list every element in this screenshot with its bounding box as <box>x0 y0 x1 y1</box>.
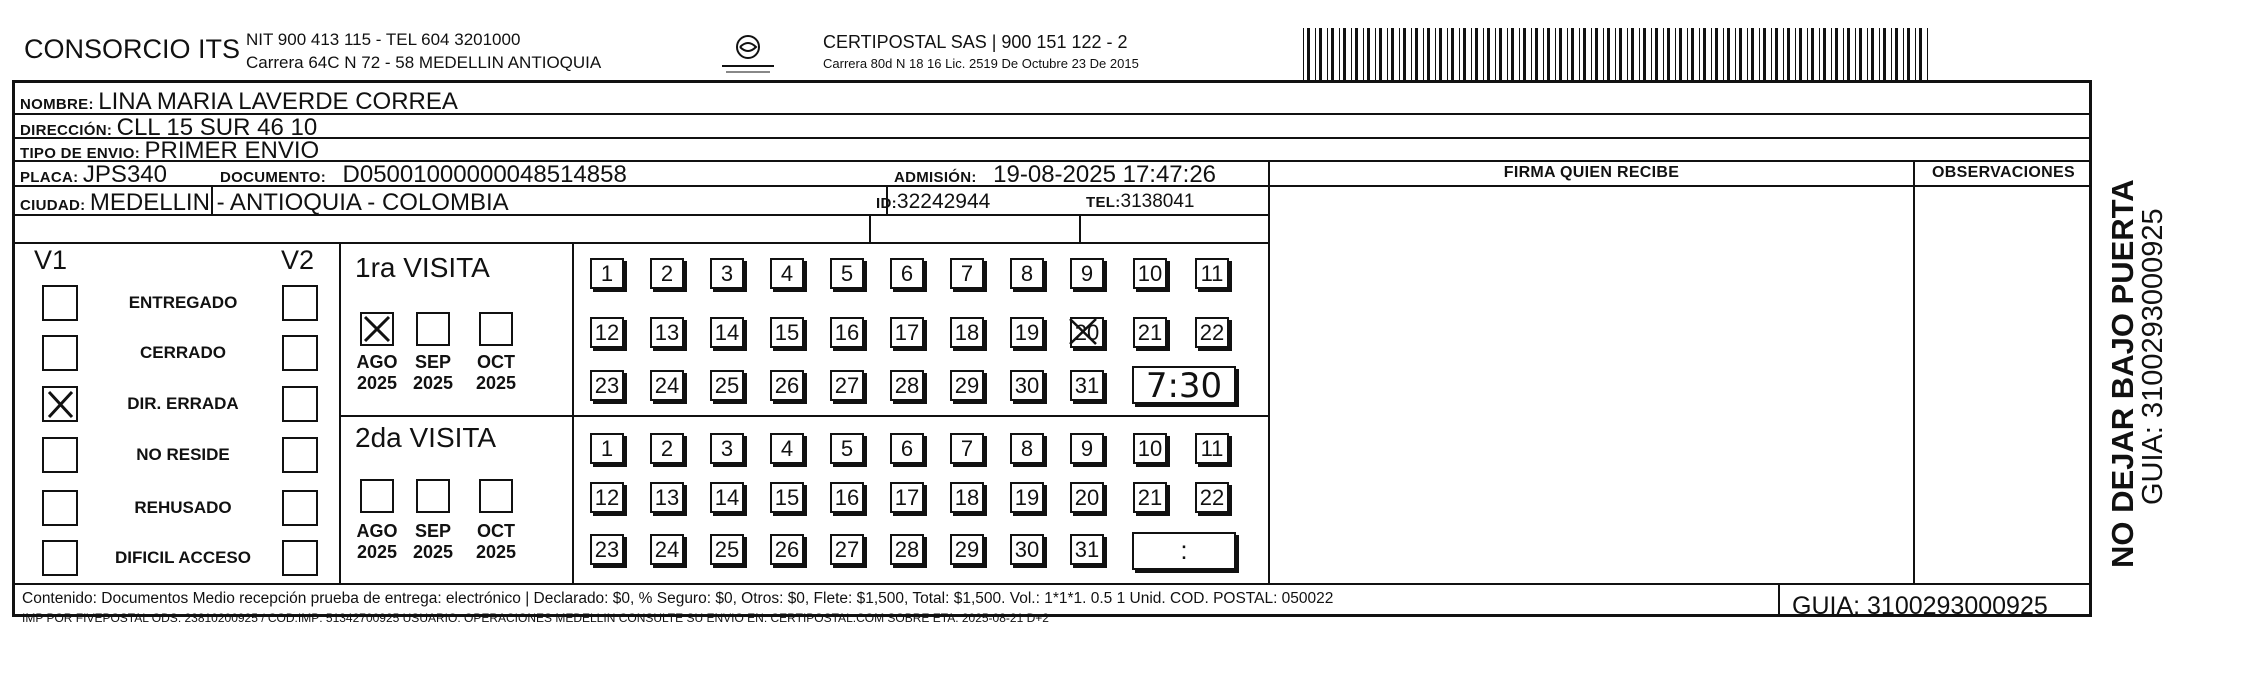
documento-value: D05001000000048514858 <box>342 161 627 188</box>
status-v1-checkbox[interactable] <box>42 386 78 422</box>
visit-month-label: SEP 2025 <box>412 352 454 393</box>
company-nit: NIT 900 413 115 - TEL 604 3201000 <box>246 30 521 49</box>
day-cell[interactable]: 3 <box>710 258 744 289</box>
status-v1-checkbox[interactable] <box>42 437 78 473</box>
barcode-bar <box>1363 28 1364 80</box>
barcode-bar <box>1783 28 1784 80</box>
day-cell[interactable]: 22 <box>1195 317 1229 348</box>
barcode-bar <box>1603 28 1604 80</box>
barcode-bar <box>1787 28 1790 80</box>
visit-month-checkbox[interactable] <box>479 479 513 513</box>
barcode-bar <box>1735 28 1736 80</box>
barcode-bar <box>1495 28 1496 80</box>
barcode-bar <box>1811 28 1814 80</box>
barcode-bar <box>1687 28 1688 80</box>
status-v2-checkbox[interactable] <box>282 285 318 321</box>
day-cell[interactable]: 23 <box>590 534 624 565</box>
status-v2-checkbox[interactable] <box>282 335 318 371</box>
barcode-bar <box>1355 28 1358 80</box>
status-v2-checkbox[interactable] <box>282 540 318 576</box>
day-cell[interactable]: 21 <box>1133 482 1167 513</box>
direccion-value: CLL 15 SUR 46 10 <box>116 114 318 141</box>
day-cell[interactable]: 6 <box>890 258 924 289</box>
barcode-bar <box>1927 28 1928 80</box>
barcode <box>1303 28 1935 80</box>
barcode-bar <box>1559 28 1562 80</box>
ciudad-row <box>20 189 509 217</box>
barcode-bar <box>1499 28 1502 80</box>
observations-area[interactable] <box>1915 187 2092 583</box>
firma-label: FIRMA QUIEN RECIBE <box>1503 164 1680 181</box>
footer-guia: GUIA: 3100293000925 <box>1792 592 2048 620</box>
documento-row <box>220 161 627 189</box>
day-cell[interactable]: 25 <box>710 534 744 565</box>
status-label: CERRADO <box>140 343 226 362</box>
barcode-bar <box>1379 28 1382 80</box>
barcode-bar <box>1427 28 1430 80</box>
barcode-bar <box>1723 28 1724 80</box>
day-cell[interactable]: 29 <box>950 370 984 401</box>
day-cell[interactable]: 5 <box>830 433 864 464</box>
placa-value: JPS340 <box>82 161 167 188</box>
x-mark-icon <box>44 388 76 420</box>
day-cell[interactable]: 6 <box>890 433 924 464</box>
barcode-bar <box>1859 28 1862 80</box>
day-cell[interactable]: 22 <box>1195 482 1229 513</box>
barcode-bar <box>1555 28 1556 80</box>
barcode-bar <box>1591 28 1592 80</box>
status-v1-checkbox[interactable] <box>42 285 78 321</box>
barcode-bar <box>1399 28 1400 80</box>
barcode-bar <box>1543 28 1544 80</box>
visit-month-label: AGO 2025 <box>356 352 398 393</box>
barcode-bar <box>1615 28 1616 80</box>
barcode-bar <box>1715 28 1718 80</box>
tipo-value: PRIMER ENVIO <box>144 137 320 164</box>
barcode-bar <box>1451 28 1454 80</box>
tel-label: TEL: <box>1086 194 1121 211</box>
visit-month-checkbox[interactable] <box>479 312 513 346</box>
barcode-bar <box>1343 28 1346 80</box>
status-v1-checkbox[interactable] <box>42 540 78 576</box>
day-cell[interactable]: 24 <box>650 370 684 401</box>
day-cell[interactable]: 12 <box>590 317 624 348</box>
visit-month-checkbox[interactable] <box>416 479 450 513</box>
barcode-bar <box>1319 28 1322 80</box>
status-v2-checkbox[interactable] <box>282 437 318 473</box>
status-v1-checkbox[interactable] <box>42 335 78 371</box>
status-label: DIR. ERRADA <box>127 394 239 413</box>
barcode-bar <box>1739 28 1742 80</box>
admision-label: ADMISIÓN: <box>894 169 977 186</box>
barcode-bar <box>1655 28 1658 80</box>
barcode-bar <box>1879 28 1880 80</box>
barcode-bar <box>1423 28 1424 80</box>
status-label: DIFICIL ACCESO <box>114 548 251 567</box>
visit-month-checkbox[interactable] <box>416 312 450 346</box>
barcode-bar <box>1703 28 1706 80</box>
barcode-bar <box>1475 28 1478 80</box>
v2-label: V2 <box>281 245 315 275</box>
barcode-bar <box>1763 28 1766 80</box>
barcode-bar <box>1651 28 1652 80</box>
day-cell[interactable]: 30 <box>1010 534 1044 565</box>
barcode-bar <box>1331 28 1334 80</box>
id-value: 32242944 <box>896 190 991 213</box>
barcode-bar <box>1867 28 1868 80</box>
company-address: Carrera 64C N 72 - 58 MEDELLIN ANTIOQUIA <box>246 53 602 72</box>
barcode-bar <box>1807 28 1808 80</box>
visit-month-label: OCT 2025 <box>475 521 517 562</box>
barcode-bar <box>1795 28 1796 80</box>
barcode-bar <box>1835 28 1838 80</box>
placa-label: PLACA: <box>20 169 79 186</box>
footer-print-line: IMP POR FIVEPOSTAL ODS: 23810200925 / COD.IMP: 51342700925 USUARIO: OPERACIONES MEDELLIN CONSULTE SU ENVIO EN: CERTIPOSTAL.COM SOBRE ETA: 2025-08-21 D+2 <box>22 611 1049 625</box>
day-cell[interactable]: 31 <box>1070 534 1104 565</box>
barcode-bar <box>1751 28 1754 80</box>
day-cell[interactable]: 23 <box>590 370 624 401</box>
visit-month-label: OCT 2025 <box>475 352 517 393</box>
barcode-bar <box>1315 28 1316 80</box>
status-v2-checkbox[interactable] <box>282 386 318 422</box>
nombre-row <box>20 88 458 116</box>
barcode-bar <box>1843 28 1844 80</box>
barcode-bar <box>1547 28 1550 80</box>
barcode-bar <box>1691 28 1694 80</box>
v1-label: V1 <box>34 245 68 275</box>
visit-month-checkbox[interactable] <box>360 312 394 346</box>
day-cell[interactable]: 8 <box>1010 433 1044 464</box>
barcode-bar <box>1519 28 1520 80</box>
certipostal-logo <box>716 33 780 79</box>
ciudad-value: MEDELLIN - ANTIOQUIA - COLOMBIA <box>89 189 509 216</box>
barcode-bar <box>1367 28 1370 80</box>
day-cell[interactable]: 28 <box>890 534 924 565</box>
visit-time-field[interactable]: : <box>1132 532 1236 570</box>
day-cell[interactable]: 13 <box>650 482 684 513</box>
barcode-bar <box>1619 28 1622 80</box>
barcode-bar <box>1375 28 1376 80</box>
day-cell[interactable]: 21 <box>1133 317 1167 348</box>
no-dejar-bajo-puerta: NO DEJAR BAJO PUERTA <box>2105 179 2140 568</box>
barcode-bar <box>1883 28 1886 80</box>
nombre-value: LINA MARIA LAVERDE CORREA <box>98 88 458 115</box>
day-cell[interactable]: 19 <box>1010 482 1044 513</box>
barcode-bar <box>1415 28 1418 80</box>
barcode-bar <box>1439 28 1442 80</box>
day-cell[interactable]: 26 <box>770 534 804 565</box>
barcode-bar <box>1339 28 1340 80</box>
documento-label: DOCUMENTO: <box>220 169 327 186</box>
barcode-bar <box>1895 28 1898 80</box>
tipo-label: TIPO DE ENVIO: <box>20 145 141 162</box>
status-v1-checkbox[interactable] <box>42 490 78 526</box>
observaciones-label: OBSERVACIONES <box>1932 164 2075 181</box>
barcode-bar <box>1819 28 1820 80</box>
cross-out-icon <box>1066 316 1100 347</box>
day-cell[interactable]: 4 <box>770 433 804 464</box>
barcode-bar <box>1447 28 1448 80</box>
barcode-bar <box>1663 28 1664 80</box>
day-cell[interactable]: 2 <box>650 258 684 289</box>
day-cell[interactable]: 27 <box>830 534 864 565</box>
day-cell[interactable]: 2 <box>650 433 684 464</box>
barcode-bar <box>1907 28 1910 80</box>
barcode-bar <box>1583 28 1586 80</box>
status-label: ENTREGADO <box>128 293 238 312</box>
barcode-bar <box>1675 28 1676 80</box>
day-cell[interactable]: 28 <box>890 370 924 401</box>
barcode-bar <box>1567 28 1568 80</box>
day-cell[interactable]: 26 <box>770 370 804 401</box>
day-cell[interactable]: 1 <box>590 258 624 289</box>
barcode-bar <box>1727 28 1730 80</box>
barcode-bar <box>1411 28 1412 80</box>
day-cell[interactable]: 14 <box>710 482 744 513</box>
day-cell[interactable]: 13 <box>650 317 684 348</box>
barcode-bar <box>1823 28 1826 80</box>
barcode-bar <box>1571 28 1574 80</box>
direccion-label: DIRECCIÓN: <box>20 122 113 139</box>
license-line: Carrera 80d N 18 16 Lic. 2519 De Octubre 23 De 2015 <box>823 56 1139 71</box>
x-mark-icon <box>362 314 392 344</box>
barcode-bar <box>1679 28 1682 80</box>
day-cell[interactable]: 14 <box>710 317 744 348</box>
barcode-bar <box>1403 28 1406 80</box>
day-cell[interactable]: 18 <box>950 482 984 513</box>
status-v2-checkbox[interactable] <box>282 490 318 526</box>
barcode-bar <box>1607 28 1610 80</box>
day-cell[interactable]: 7 <box>950 433 984 464</box>
operator-line: CERTIPOSTAL SAS | 900 151 122 - 2 <box>823 32 1128 52</box>
barcode-bar <box>1391 28 1394 80</box>
barcode-bar <box>1915 28 1916 80</box>
day-cell[interactable]: 5 <box>830 258 864 289</box>
day-cell[interactable]: 27 <box>830 370 864 401</box>
day-cell[interactable]: 29 <box>950 534 984 565</box>
barcode-bar <box>1711 28 1712 80</box>
barcode-bar <box>1303 28 1304 80</box>
barcode-bar <box>1667 28 1670 80</box>
barcode-bar <box>1759 28 1760 80</box>
placa-row <box>20 161 167 189</box>
day-cell[interactable]: 15 <box>770 482 804 513</box>
barcode-bar <box>1387 28 1388 80</box>
nombre-label: NOMBRE: <box>20 96 94 113</box>
admision-value: 19-08-2025 17:47:26 <box>993 161 1217 188</box>
visit-month-checkbox[interactable] <box>360 479 394 513</box>
day-cell[interactable]: 31 <box>1070 370 1104 401</box>
signature-area[interactable] <box>1270 187 1913 583</box>
barcode-bar <box>1747 28 1748 80</box>
barcode-bar <box>1459 28 1460 80</box>
day-cell[interactable]: 25 <box>710 370 744 401</box>
day-cell[interactable]: 8 <box>1010 258 1044 289</box>
day-cell[interactable]: 7 <box>950 258 984 289</box>
day-cell[interactable]: 30 <box>1010 370 1044 401</box>
barcode-bar <box>1919 28 1922 80</box>
barcode-bar <box>1631 28 1634 80</box>
barcode-bar <box>1855 28 1856 80</box>
status-label: NO RESIDE <box>136 445 230 464</box>
tel-row <box>1086 191 1195 213</box>
barcode-bar <box>1891 28 1892 80</box>
day-cell[interactable]: 10 <box>1133 258 1167 289</box>
day-cell[interactable]: 9 <box>1070 258 1104 289</box>
id-label: ID: <box>876 195 897 212</box>
day-cell[interactable]: 17 <box>890 317 924 348</box>
barcode-bar <box>1463 28 1466 80</box>
day-cell[interactable]: 11 <box>1195 433 1229 464</box>
ciudad-label: CIUDAD: <box>20 197 86 214</box>
day-cell[interactable]: 10 <box>1133 433 1167 464</box>
day-cell[interactable]: 18 <box>950 317 984 348</box>
day-cell[interactable]: 9 <box>1070 433 1104 464</box>
barcode-bar <box>1327 28 1328 80</box>
day-cell[interactable]: 20 <box>1070 317 1104 348</box>
barcode-bar <box>1307 28 1310 80</box>
day-cell[interactable]: 3 <box>710 433 744 464</box>
day-cell[interactable]: 19 <box>1010 317 1044 348</box>
day-cell[interactable]: 11 <box>1195 258 1229 289</box>
barcode-bar <box>1595 28 1598 80</box>
visit-title: 2da VISITA <box>355 422 497 453</box>
day-cell[interactable]: 15 <box>770 317 804 348</box>
id-row <box>876 190 990 214</box>
day-cell[interactable]: 20 <box>1070 482 1104 513</box>
barcode-bar <box>1775 28 1778 80</box>
barcode-bar <box>1831 28 1832 80</box>
barcode-bar <box>1511 28 1514 80</box>
barcode-bar <box>1351 28 1352 80</box>
visit-month-label: AGO 2025 <box>356 521 398 562</box>
barcode-bar <box>1639 28 1640 80</box>
day-cell[interactable]: 24 <box>650 534 684 565</box>
barcode-bar <box>1643 28 1646 80</box>
visit-month-label: SEP 2025 <box>412 521 454 562</box>
visit-title: 1ra VISITA <box>355 252 490 283</box>
admision-row <box>894 161 1216 189</box>
barcode-bar <box>1531 28 1532 80</box>
tel-value: 3138041 <box>1120 191 1195 212</box>
barcode-bar <box>1507 28 1508 80</box>
day-cell[interactable]: 4 <box>770 258 804 289</box>
barcode-bar <box>1903 28 1904 80</box>
day-cell[interactable]: 1 <box>590 433 624 464</box>
day-cell[interactable]: 16 <box>830 317 864 348</box>
barcode-bar <box>1523 28 1526 80</box>
day-cell[interactable]: 12 <box>590 482 624 513</box>
footer-content-line: Contenido: Documentos Medio recepción prueba de entrega: electrónico | Declarado: $0, % Seguro: $0, Otros: $0, Flete: $1,500, Total: $1,500. Vol.: 1*1*1. 0.5 1 Unid. COD. POSTAL: 050022 <box>22 590 1334 607</box>
side-guia: GUIA: 3100293000925 <box>2137 208 2169 505</box>
barcode-bar <box>1847 28 1850 80</box>
visit-time-field[interactable]: 7:30 <box>1132 366 1236 404</box>
barcode-bar <box>1535 28 1538 80</box>
barcode-bar <box>1487 28 1490 80</box>
day-cell[interactable]: 17 <box>890 482 924 513</box>
barcode-bar <box>1871 28 1874 80</box>
barcode-bar <box>1471 28 1472 80</box>
company-name: CONSORCIO ITS <box>24 34 241 64</box>
day-cell[interactable]: 16 <box>830 482 864 513</box>
barcode-bar <box>1435 28 1436 80</box>
barcode-bar <box>1579 28 1580 80</box>
barcode-bar <box>1483 28 1484 80</box>
barcode-bar <box>1699 28 1700 80</box>
barcode-bar <box>1627 28 1628 80</box>
barcode-bar <box>1799 28 1802 80</box>
barcode-bar <box>1771 28 1772 80</box>
status-label: REHUSADO <box>134 498 232 517</box>
